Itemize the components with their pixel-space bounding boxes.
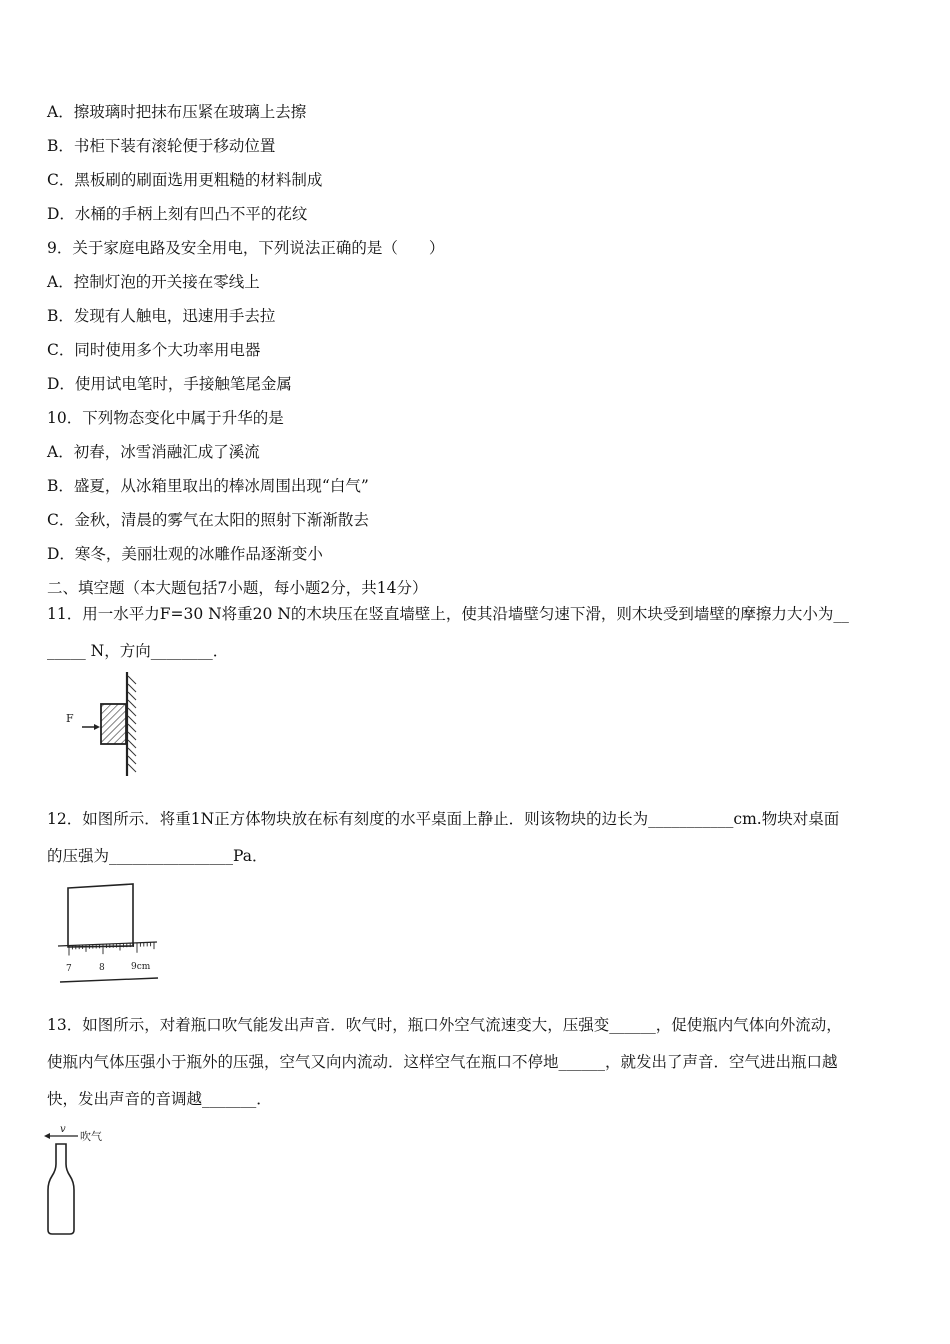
airflow-arrowhead [44, 1133, 50, 1139]
q13-line-2: 使瓶内气体压强小于瓶外的压强，空气又向内流动．这样空气在瓶口不停地______，就发出了声音．空气进出瓶口越 [47, 1053, 838, 1071]
wall-hatching [128, 676, 136, 772]
q9-stem: 9．关于家庭电路及安全用电，下列说法正确的是（ ） [47, 239, 445, 257]
q12-line-2: 的压强为________________Pa． [47, 847, 268, 865]
q13-line-1: 13．如图所示，对着瓶口吹气能发出声音．吹气时，瓶口外空气流速变大，压强变______，促使瓶内气体向外流动， [47, 1016, 842, 1034]
cube-outline [68, 884, 133, 947]
ruler-top-edge [58, 942, 157, 946]
force-arrowhead [94, 724, 100, 730]
ruler-label-7: 7 [66, 964, 72, 974]
q13-bottle-figure [40, 1120, 120, 1240]
q10-option-b: B．盛夏，从冰箱里取出的棒冰周围出现“白气” [47, 477, 369, 495]
bottle-outline [48, 1144, 74, 1234]
q8-option-b: B．书柜下装有滚轮便于移动位置 [47, 137, 276, 155]
q10-option-c: C．金秋，清晨的雾气在太阳的照射下渐渐散去 [47, 511, 369, 529]
q8-option-d: D．水桶的手柄上刻有凹凸不平的花纹 [47, 205, 308, 223]
q9-option-a: A．控制灯泡的开关接在零线上 [47, 273, 260, 291]
table-line [60, 978, 158, 982]
velocity-label: v [60, 1124, 66, 1135]
q10-option-d: D．寒冬，美丽壮观的冰雕作品逐渐变小 [47, 545, 323, 563]
q9-option-b: B．发现有人触电，迅速用手去拉 [47, 307, 276, 325]
q10-option-a: A．初春，冰雪消融汇成了溪流 [47, 443, 260, 461]
q10-stem: 10．下列物态变化中属于升华的是 [47, 409, 284, 427]
q11-block-wall-figure [60, 670, 150, 778]
wood-block [101, 704, 126, 744]
ruler-label-9cm: 9cm [131, 962, 151, 972]
q13-line-3: 快，发出声音的音调越_______． [47, 1090, 272, 1108]
q9-option-c: C．同时使用多个大功率用电器 [47, 341, 261, 359]
blow-label: 吹气 [80, 1130, 102, 1143]
q8-option-a: A．擦玻璃时把抹布压紧在玻璃上去擦 [47, 103, 307, 121]
q11-line-1: 11．用一水平力F=30 N将重20 N的木块压在竖直墙壁上，使其沿墙壁匀速下滑，则木块受到墙壁的摩擦力大小为__ [47, 605, 849, 623]
q12-line-1: 12．如图所示．将重1N正方体物块放在标有刻度的水平桌面上静止．则该物块的边长为___________cm.物块对桌面 [47, 810, 840, 828]
q12-cube-ruler-figure [55, 878, 165, 986]
q9-option-d: D．使用试电笔时，手接触笔尾金属 [47, 375, 292, 393]
force-label: F [66, 712, 74, 725]
section-title: 二、填空题（本大题包括7小题，每小题2分，共14分） [47, 579, 428, 597]
ruler-label-8: 8 [99, 963, 105, 973]
q8-option-c: C．黑板刷的刷面选用更粗糙的材料制成 [47, 171, 323, 189]
q11-line-2: _____ N，方向________． [47, 642, 229, 660]
